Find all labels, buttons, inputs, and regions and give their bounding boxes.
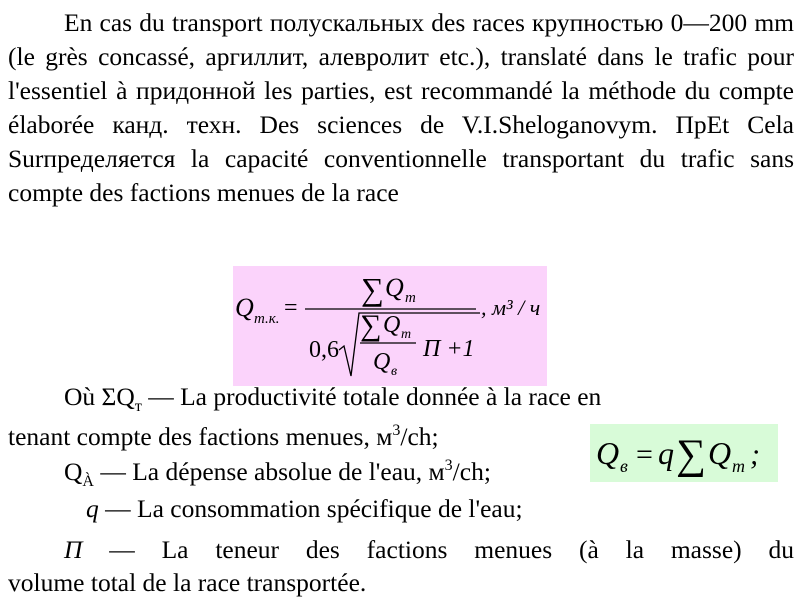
- formula-conventional-capacity-graphic: [233, 266, 547, 386]
- f1-inner-sum: ∑: [360, 309, 382, 342]
- f1-inner-num-subscript: т: [401, 327, 412, 342]
- f1-inner-den-subscript: в: [391, 364, 398, 379]
- f2-sum: ∑: [676, 432, 706, 478]
- f1-equals: =: [284, 295, 298, 321]
- f2-lhs-symbol: Q: [596, 435, 620, 471]
- formula-water-flow: [590, 424, 778, 482]
- f1-numerator-subscript: т: [405, 290, 416, 306]
- f2-q: q: [658, 435, 674, 471]
- formula-water-flow-graphic: [590, 424, 778, 482]
- f2-rhs-symbol: Q: [708, 435, 732, 471]
- formula-conventional-capacity: [233, 266, 547, 386]
- f1-inner-den-q: Q: [373, 349, 391, 375]
- f1-numerator-q: Q: [385, 273, 404, 302]
- def-sigma-q-line2: tenant compte des factions menues, $м^3/ch$;: [8, 422, 439, 451]
- def-specific-consumption: q — La consommation spécifique de l'eau;: [86, 494, 523, 523]
- f1-lhs-subscript: т.к.: [254, 311, 280, 327]
- f2-lhs-subscript: в: [620, 456, 628, 476]
- def-fines-content-line2: volume total de la race transportée.: [8, 568, 367, 597]
- f2-equals: =: [636, 438, 653, 471]
- f1-coefficient: 0,6: [309, 337, 339, 363]
- f2-terminator: ;: [750, 438, 760, 471]
- f1-units: , м³ / ч: [481, 295, 541, 320]
- def-water-flow: $Q_À$ — La dépense absolue de l'eau, $м^3/ch$;: [64, 457, 491, 490]
- f2-rhs-subscript: т: [732, 456, 745, 476]
- f1-numerator-sum: ∑: [361, 271, 384, 307]
- def-fines-content-line1: П — La teneur des factions menues (à la masse) du: [64, 535, 794, 564]
- def-sigma-q-line1: Où $\Sigma Q_т$ — La productivité totale donnée à la race en: [64, 382, 602, 415]
- intro-paragraph: En cas du transport полускальных des races крупностью 0—200 mm (le grès concassé, аргиллит, алевролит etc.), translaté dans le trafic pour l'essentiel à придонной les parties, est recommandé la méthode du compte élaborée канд. техн. Des sciences de V.I.Sheloganovym. ПрEt Cela Surпределяется la capacité conventionnelle transportant du trafic sans compte des factions menues de la race: [8, 8, 794, 207]
- f1-pi-term: П +1: [423, 336, 475, 362]
- f1-lhs-symbol: Q: [235, 293, 254, 322]
- f1-inner-num-q: Q: [383, 312, 401, 338]
